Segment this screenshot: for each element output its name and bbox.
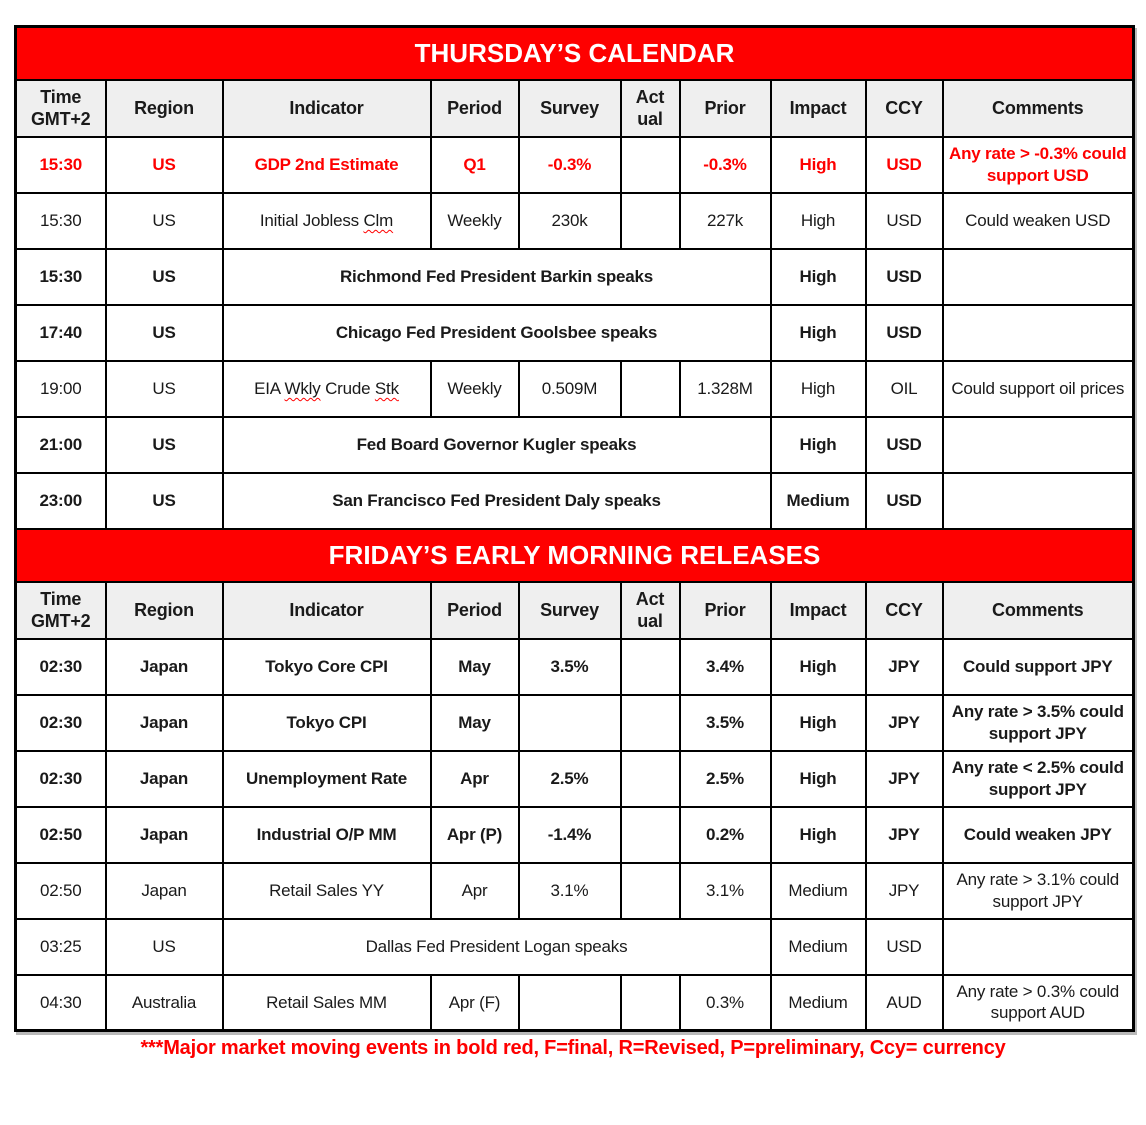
misspelled-word: Wkly [284, 378, 321, 398]
table-row [16, 361, 1134, 417]
cell-time: 02:50 [16, 807, 106, 863]
cell-ccy: JPY [866, 863, 943, 919]
cell-time: 02:50 [16, 863, 106, 919]
cell-comments [943, 249, 1134, 305]
column-header: Act ual [621, 582, 680, 639]
cell-time: 02:30 [16, 695, 106, 751]
cell-comments: Any rate > 0.3% could support AUD [943, 975, 1134, 1031]
column-header: Survey [519, 80, 621, 137]
cell-actual [621, 137, 680, 193]
cell-prior: -0.3% [680, 137, 771, 193]
cell-event: San Francisco Fed President Daly speaks [223, 473, 771, 529]
table-row [16, 249, 1134, 305]
cell-indicator: EIA Wkly Crude Stk [223, 361, 431, 417]
cell-actual [621, 751, 680, 807]
cell-ccy: JPY [866, 807, 943, 863]
cell-ccy: USD [866, 137, 943, 193]
cell-indicator: Unemployment Rate [223, 751, 431, 807]
cell-impact: High [771, 695, 866, 751]
cell-impact: High [771, 639, 866, 695]
cell-impact: High [771, 807, 866, 863]
cell-actual [621, 863, 680, 919]
column-header: Survey [519, 582, 621, 639]
cell-region: Japan [106, 863, 223, 919]
cell-region: US [106, 305, 223, 361]
cell-survey: 3.5% [519, 639, 621, 695]
column-header: Indicator [223, 582, 431, 639]
cell-impact: Medium [771, 975, 866, 1031]
cell-indicator: Retail Sales YY [223, 863, 431, 919]
cell-period: Weekly [431, 361, 519, 417]
cell-time: 15:30 [16, 193, 106, 249]
cell-comments [943, 473, 1134, 529]
cell-ccy: JPY [866, 695, 943, 751]
cell-ccy: USD [866, 919, 943, 975]
cell-prior: 3.4% [680, 639, 771, 695]
cell-actual [621, 193, 680, 249]
section-title-row [16, 27, 1134, 80]
cell-period: Q1 [431, 137, 519, 193]
cell-ccy: OIL [866, 361, 943, 417]
column-header: Act ual [621, 80, 680, 137]
cell-comments [943, 417, 1134, 473]
cell-time: 03:25 [16, 919, 106, 975]
cell-ccy: USD [866, 473, 943, 529]
cell-comments: Any rate > 3.5% could support JPY [943, 695, 1134, 751]
cell-time: 15:30 [16, 137, 106, 193]
cell-time: 17:40 [16, 305, 106, 361]
table-row [16, 639, 1134, 695]
table-row [16, 863, 1134, 919]
cell-region: Australia [106, 975, 223, 1031]
section-title: FRIDAY’S EARLY MORNING RELEASES [16, 529, 1134, 582]
column-header: Comments [943, 80, 1134, 137]
column-header-row [16, 80, 1134, 137]
column-header: Time GMT+2 [16, 582, 106, 639]
column-header: Period [431, 80, 519, 137]
cell-impact: High [771, 305, 866, 361]
cell-ccy: AUD [866, 975, 943, 1031]
cell-survey: -0.3% [519, 137, 621, 193]
column-header: Time GMT+2 [16, 80, 106, 137]
cell-impact: High [771, 193, 866, 249]
cell-region: US [106, 417, 223, 473]
column-header-row [16, 582, 1134, 639]
cell-period: Apr (F) [431, 975, 519, 1031]
cell-period: Apr (P) [431, 807, 519, 863]
table-row [16, 695, 1134, 751]
column-header: Prior [680, 582, 771, 639]
cell-prior: 3.5% [680, 695, 771, 751]
cell-event: Chicago Fed President Goolsbee speaks [223, 305, 771, 361]
column-header: Prior [680, 80, 771, 137]
cell-indicator: Industrial O/P MM [223, 807, 431, 863]
cell-region: US [106, 361, 223, 417]
cell-comments: Could weaken JPY [943, 807, 1134, 863]
cell-prior: 1.328M [680, 361, 771, 417]
section-title: THURSDAY’S CALENDAR [16, 27, 1134, 80]
cell-comments: Any rate > 3.1% could support JPY [943, 863, 1134, 919]
cell-region: Japan [106, 751, 223, 807]
table-row [16, 751, 1134, 807]
cell-time: 21:00 [16, 417, 106, 473]
cell-survey: 230k [519, 193, 621, 249]
cell-period: May [431, 639, 519, 695]
misspelled-word: Stk [374, 378, 399, 398]
cell-region: Japan [106, 639, 223, 695]
cell-survey: 0.509M [519, 361, 621, 417]
cell-comments: Could support oil prices [943, 361, 1134, 417]
cell-ccy: JPY [866, 751, 943, 807]
cell-prior: 2.5% [680, 751, 771, 807]
cell-impact: High [771, 361, 866, 417]
cell-comments [943, 919, 1134, 975]
cell-time: 19:00 [16, 361, 106, 417]
cell-period: Apr [431, 863, 519, 919]
cell-survey: -1.4% [519, 807, 621, 863]
column-header: Region [106, 80, 223, 137]
cell-comments: Any rate > -0.3% could support USD [943, 137, 1134, 193]
misspelled-word: Clm [363, 210, 394, 230]
column-header: Region [106, 582, 223, 639]
cell-event: Richmond Fed President Barkin speaks [223, 249, 771, 305]
cell-impact: Medium [771, 473, 866, 529]
cell-survey: 3.1% [519, 863, 621, 919]
table-row [16, 417, 1134, 473]
cell-actual [621, 807, 680, 863]
cell-survey [519, 695, 621, 751]
cell-region: US [106, 919, 223, 975]
cell-event: Dallas Fed President Logan speaks [223, 919, 771, 975]
table-row [16, 137, 1134, 193]
column-header: Impact [771, 80, 866, 137]
column-header: CCY [866, 80, 943, 137]
column-header: CCY [866, 582, 943, 639]
cell-comments: Could weaken USD [943, 193, 1134, 249]
cell-period: Weekly [431, 193, 519, 249]
cell-comments: Could support JPY [943, 639, 1134, 695]
cell-impact: High [771, 137, 866, 193]
column-header: Impact [771, 582, 866, 639]
cell-impact: High [771, 751, 866, 807]
column-header: Comments [943, 582, 1134, 639]
cell-time: 15:30 [16, 249, 106, 305]
cell-region: Japan [106, 807, 223, 863]
cell-event: Fed Board Governor Kugler speaks [223, 417, 771, 473]
table-row [16, 975, 1134, 1031]
cell-comments: Any rate < 2.5% could support JPY [943, 751, 1134, 807]
cell-actual [621, 639, 680, 695]
cell-indicator: Tokyo Core CPI [223, 639, 431, 695]
cell-indicator: GDP 2nd Estimate [223, 137, 431, 193]
cell-ccy: JPY [866, 639, 943, 695]
table-row [16, 473, 1134, 529]
cell-time: 02:30 [16, 639, 106, 695]
cell-impact: Medium [771, 863, 866, 919]
cell-indicator: Retail Sales MM [223, 975, 431, 1031]
cell-prior: 227k [680, 193, 771, 249]
cell-ccy: USD [866, 249, 943, 305]
column-header: Period [431, 582, 519, 639]
cell-ccy: USD [866, 193, 943, 249]
cell-prior: 0.2% [680, 807, 771, 863]
cell-impact: High [771, 249, 866, 305]
cell-time: 02:30 [16, 751, 106, 807]
cell-actual [621, 695, 680, 751]
cell-ccy: USD [866, 417, 943, 473]
section-title-row [16, 529, 1134, 582]
column-header: Indicator [223, 80, 431, 137]
cell-actual [621, 975, 680, 1031]
cell-actual [621, 361, 680, 417]
cell-indicator: Tokyo CPI [223, 695, 431, 751]
cell-ccy: USD [866, 305, 943, 361]
economic-calendar-table [14, 25, 1135, 1032]
cell-region: US [106, 193, 223, 249]
cell-comments [943, 305, 1134, 361]
cell-impact: High [771, 417, 866, 473]
cell-survey: 2.5% [519, 751, 621, 807]
footer-legend: ***Major market moving events in bold red, F=final, R=Revised, P=preliminary, Ccy= currency [140, 1037, 1006, 1059]
cell-indicator: Initial Jobless Clm [223, 193, 431, 249]
cell-region: Japan [106, 695, 223, 751]
table-row [16, 305, 1134, 361]
cell-prior: 3.1% [680, 863, 771, 919]
table-row [16, 919, 1134, 975]
cell-period: Apr [431, 751, 519, 807]
cell-region: US [106, 473, 223, 529]
cell-period: May [431, 695, 519, 751]
cell-time: 23:00 [16, 473, 106, 529]
cell-impact: Medium [771, 919, 866, 975]
cell-time: 04:30 [16, 975, 106, 1031]
cell-region: US [106, 137, 223, 193]
table-row [16, 807, 1134, 863]
cell-prior: 0.3% [680, 975, 771, 1031]
cell-region: US [106, 249, 223, 305]
cell-survey [519, 975, 621, 1031]
table-row [16, 193, 1134, 249]
